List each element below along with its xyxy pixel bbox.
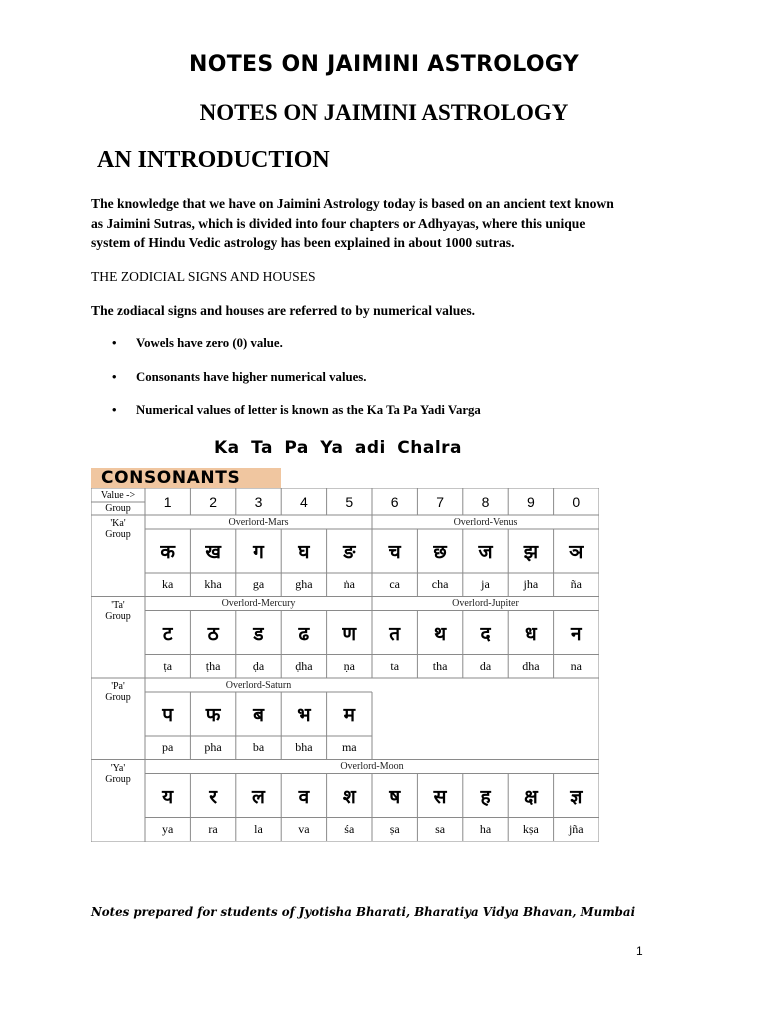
transliteration: ta <box>390 658 400 673</box>
overlord-label: Overlord-Mars <box>228 516 289 528</box>
transliteration: la <box>254 821 263 836</box>
devanagari-letter: ध <box>525 622 537 645</box>
transliteration: ba <box>252 740 265 755</box>
devanagari-letter: घ <box>298 541 310 563</box>
devanagari-letter: र <box>209 785 217 808</box>
page-title: NOTES ON JAIMINI ASTROLOGY <box>189 52 579 77</box>
devanagari-letter: ल <box>252 785 265 808</box>
value-number: 7 <box>436 493 444 510</box>
devanagari-letter: न <box>571 622 582 645</box>
devanagari-letter: ब <box>253 704 264 726</box>
group-label <box>91 517 145 541</box>
transliteration: ha <box>479 821 492 836</box>
devanagari-letter: ट <box>162 622 173 645</box>
transliteration: tha <box>432 658 448 673</box>
intro-line: as Jaimini Sutras, which is divided into four chapters or Adhyayas, where this unique <box>91 215 586 231</box>
devanagari-letter: त <box>389 622 401 645</box>
devanagari-letter: ढ <box>298 622 310 645</box>
bullet-list <box>112 336 481 437</box>
group-name: 'Ya' <box>110 762 126 774</box>
devanagari-letter: ग <box>253 541 264 563</box>
devanagari-letter: ठ <box>207 622 219 645</box>
bullet-icon: • <box>112 403 117 417</box>
group-word: Group <box>105 773 131 785</box>
value-number: 5 <box>345 493 354 510</box>
value-number: 1 <box>163 493 172 510</box>
devanagari-letter: झ <box>523 541 539 563</box>
transliteration: kha <box>204 577 222 592</box>
transliteration: ya <box>162 821 174 836</box>
value-header-label: Value -> <box>100 489 136 501</box>
bullet-text: Consonants have higher numerical values. <box>136 369 367 384</box>
transliteration: gha <box>295 577 313 592</box>
overlord-label: Overlord-Jupiter <box>452 598 519 609</box>
intro-line: The knowledge that we have on Jaimini Astrology today is based on an ancient text known <box>91 196 614 211</box>
sub-heading: THE ZODICIAL SIGNS AND HOUSES <box>91 269 316 284</box>
banner-text: CONSONANTS <box>101 468 241 488</box>
transliteration: ma <box>341 740 357 755</box>
document-title: NOTES ON JAIMINI ASTROLOGY <box>199 100 569 125</box>
devanagari-letter: ण <box>342 622 357 645</box>
section-heading: AN INTRODUCTION <box>97 147 330 173</box>
overlord-label: Overlord-Moon <box>340 761 404 772</box>
value-number: 0 <box>572 493 581 510</box>
devanagari-letter: श <box>342 785 356 808</box>
devanagari-letter: थ <box>434 622 447 645</box>
intro-paragraph <box>91 194 691 253</box>
group-label <box>91 762 145 786</box>
group-name: 'Ta' <box>111 599 125 611</box>
overlord-label: Overlord-Venus <box>453 516 518 528</box>
ka-ta-pa-ya-table <box>91 488 599 842</box>
devanagari-letter: ड <box>253 622 264 645</box>
devanagari-letter: ञ <box>569 541 584 563</box>
group-header-label: Group <box>105 503 131 514</box>
devanagari-letter: स <box>433 785 447 808</box>
value-number: 2 <box>209 493 217 510</box>
transliteration: ṇa <box>343 658 355 673</box>
list-item <box>112 403 481 437</box>
value-number: 6 <box>390 493 399 510</box>
value-number: 3 <box>254 493 263 510</box>
transliteration: ca <box>389 577 401 592</box>
group-word: Group <box>105 529 131 540</box>
devanagari-letter: व <box>298 785 310 808</box>
bullet-icon: • <box>112 369 117 384</box>
transliteration: ḍa <box>252 658 265 673</box>
devanagari-letter: छ <box>433 541 447 563</box>
transliteration: kṣa <box>522 821 539 836</box>
transliteration: bha <box>295 740 313 755</box>
list-item <box>112 336 481 370</box>
group-word: Group <box>105 610 131 622</box>
transliteration: ja <box>481 577 490 592</box>
devanagari-letter: य <box>162 785 174 808</box>
list-item <box>112 370 481 404</box>
devanagari-letter: ज्ञ <box>570 785 583 808</box>
group-name: 'Ka' <box>110 518 126 529</box>
transliteration: sa <box>435 821 446 836</box>
devanagari-letter: ज <box>478 541 493 563</box>
page-number: 1 <box>636 944 643 958</box>
transliteration: va <box>298 821 310 836</box>
group-label <box>91 599 145 623</box>
devanagari-letter: प <box>162 704 174 726</box>
transliteration: śa <box>344 821 355 836</box>
footer-note: Notes prepared for students of Jyotisha Bharati, Bharatiya Vidya Bhavan, Mumbai <box>91 905 636 919</box>
transliteration: na <box>570 658 582 673</box>
transliteration: ña <box>570 577 582 592</box>
devanagari-letter: भ <box>297 704 311 726</box>
transliteration: ka <box>162 577 174 592</box>
transliteration: da <box>479 658 492 673</box>
overlord-label: Overlord-Saturn <box>225 679 292 691</box>
devanagari-letter: क्ष <box>524 785 538 808</box>
bullet-icon: • <box>112 336 117 350</box>
bullet-text: Numerical values of letter is known as the Ka Ta Pa Yadi Varga <box>136 403 481 417</box>
devanagari-letter: ङ <box>343 541 356 563</box>
transliteration: ṣa <box>389 821 400 836</box>
transliteration: ga <box>252 577 265 592</box>
devanagari-letter: ष <box>389 785 401 808</box>
transliteration: ḍha <box>295 658 313 673</box>
chart-heading: Ka Ta Pa Ya adi Chalra <box>214 438 463 458</box>
consonants-banner <box>91 468 599 488</box>
devanagari-letter: ह <box>480 785 491 808</box>
transliteration: jña <box>568 821 584 836</box>
bullet-text: Vowels have zero (0) value. <box>136 336 283 350</box>
devanagari-letter: क <box>160 541 175 563</box>
devanagari-letter: च <box>388 541 401 563</box>
transliteration: pa <box>162 740 174 755</box>
value-number: 9 <box>526 493 535 510</box>
group-name: 'Pa' <box>111 681 125 692</box>
transliteration: pha <box>204 740 222 755</box>
overlord-label: Overlord-Mercury <box>221 598 296 609</box>
value-number: 8 <box>481 493 490 510</box>
devanagari-letter: ख <box>205 541 221 563</box>
transliteration: ra <box>208 821 218 836</box>
group-label <box>91 680 145 704</box>
devanagari-letter: द <box>480 622 491 645</box>
group-word: Group <box>105 692 131 703</box>
value-number: 4 <box>299 493 308 510</box>
devanagari-letter: फ <box>205 704 221 726</box>
transliteration: ṭa <box>163 658 173 673</box>
transliteration: ṅa <box>343 577 355 592</box>
transliteration: ṭha <box>205 658 221 673</box>
transliteration: jha <box>523 577 539 592</box>
transliteration: cha <box>431 577 449 592</box>
statement: The zodiacal signs and houses are referred to by numerical values. <box>91 303 476 318</box>
intro-line: system of Hindu Vedic astrology has been explained in about 1000 sutras. <box>91 235 515 250</box>
transliteration: dha <box>522 658 540 673</box>
devanagari-letter: म <box>343 704 355 726</box>
